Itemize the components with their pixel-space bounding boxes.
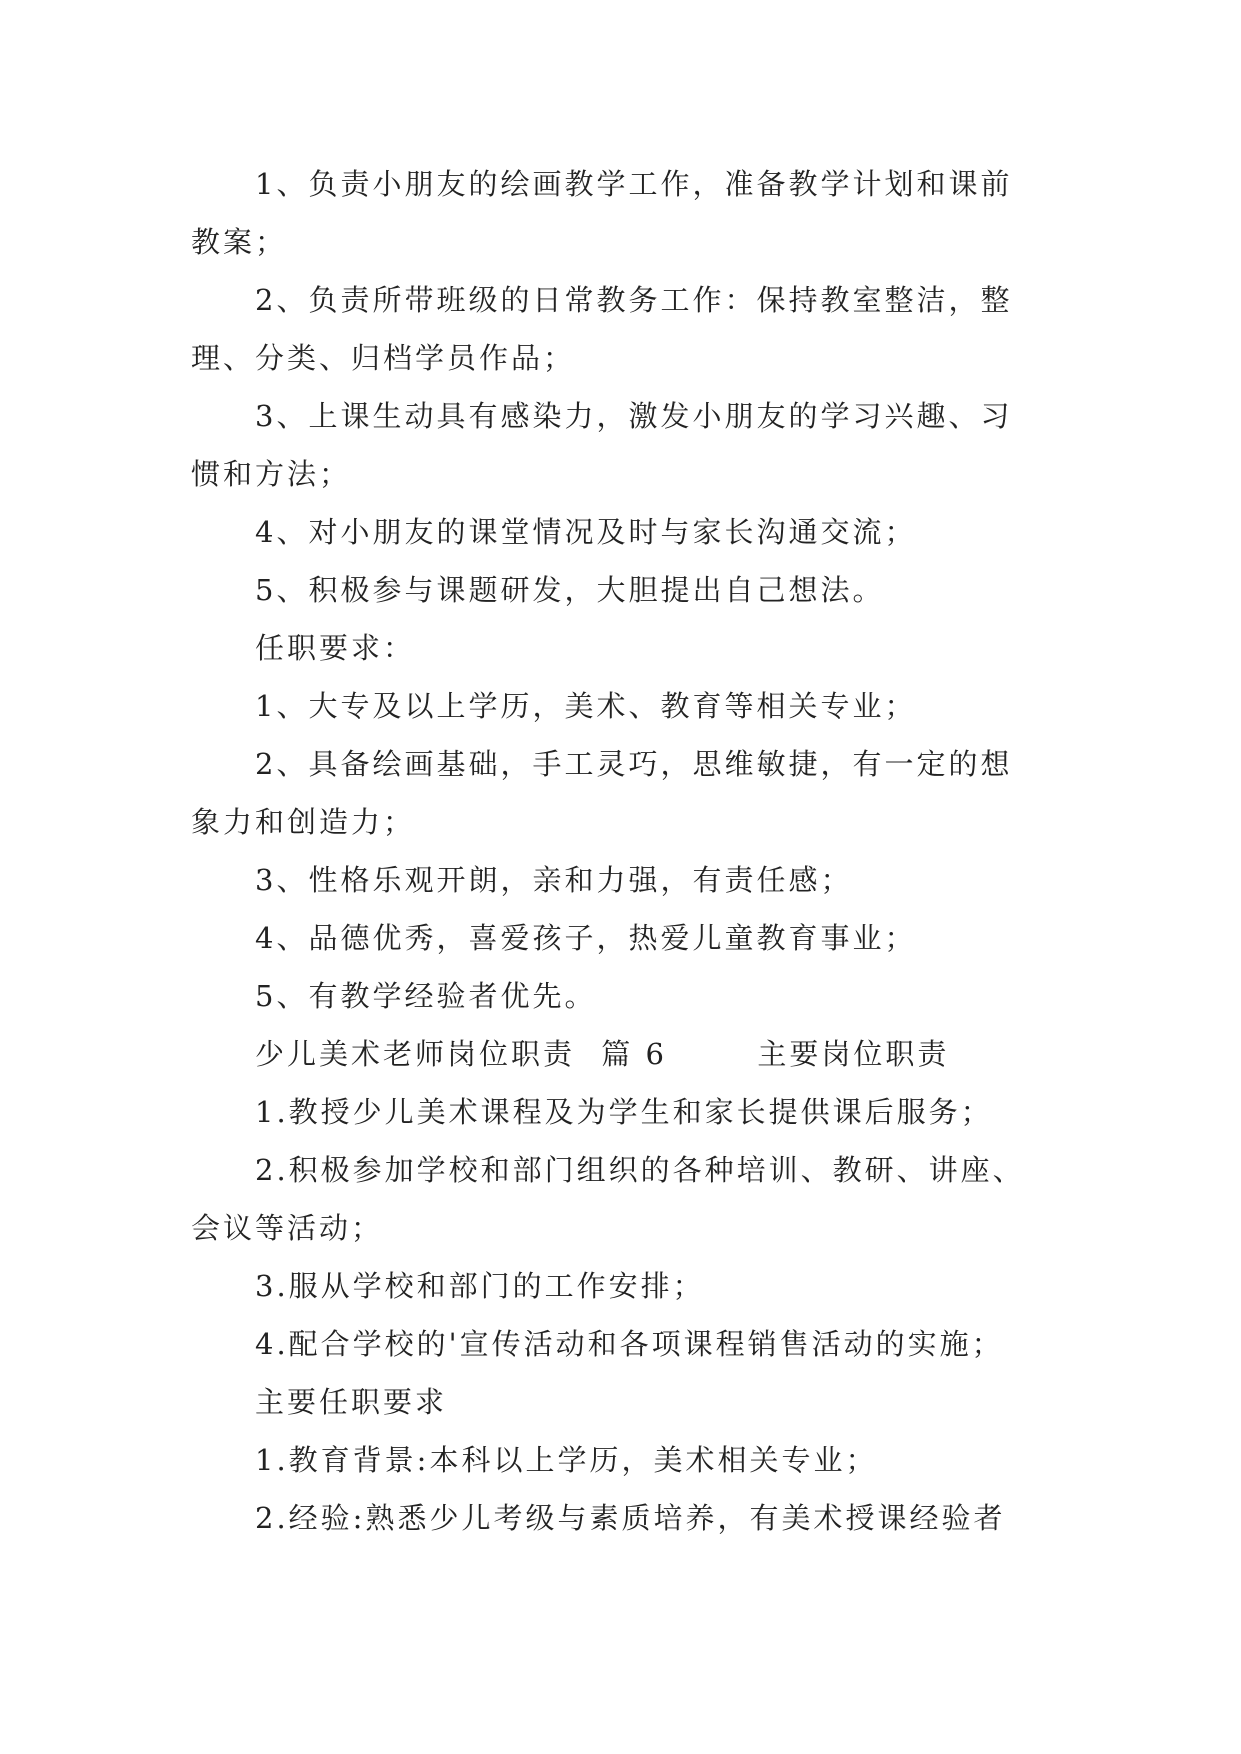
paragraph-line: 1.教授少儿美术课程及为学生和家长提供课后服务； [255, 1095, 993, 1129]
paragraph-line: 4、对小朋友的课堂情况及时与家长沟通交流； [255, 515, 917, 549]
paragraph-line: 1、大专及以上学历，美术、教育等相关专业； [255, 689, 917, 723]
paragraph-line: 5、积极参与课题研发，大胆提出自己想法。 [255, 573, 885, 607]
paragraph-line: 1、负责小朋友的绘画教学工作，准备教学计划和课前 [255, 167, 1013, 201]
paragraph-line: 2.积极参加学校和部门组织的各种培训、教研、讲座、 [255, 1153, 1025, 1187]
paragraph-line: 4、品德优秀，喜爱孩子，热爱儿童教育事业； [255, 921, 917, 955]
section-heading-title: 少儿美术老师岗位职责 [255, 1037, 576, 1071]
paragraph-line: 惯和方法； [191, 457, 352, 491]
paragraph-line: 理、分类、归档学员作品； [191, 341, 576, 375]
paragraph-line: 1.教育背景:本科以上学历，美术相关专业； [255, 1443, 878, 1477]
document-body [191, 155, 1071, 1547]
section-heading-part: 篇 6 [601, 1037, 667, 1071]
paragraph-line: 教案； [191, 225, 288, 259]
paragraph-line: 3、性格乐观开朗，亲和力强，有责任感； [255, 863, 853, 897]
paragraph-line: 会议等活动； [191, 1211, 384, 1245]
section-heading-subtitle: 主要岗位职责 [757, 1037, 950, 1071]
paragraph-line: 5、有教学经验者优先。 [255, 979, 597, 1013]
paragraph-line: 2.经验:熟悉少儿考级与素质培养，有美术授课经验者 [255, 1501, 1006, 1535]
paragraph-line: 2、具备绘画基础，手工灵巧，思维敏捷，有一定的想 [255, 747, 1013, 781]
paragraph-line: 4.配合学校的'宣传活动和各项课程销售活动的实施； [255, 1327, 1004, 1361]
section-label: 任职要求： [255, 631, 416, 665]
paragraph-line: 2、负责所带班级的日常教务工作：保持教室整洁，整 [255, 283, 1013, 317]
paragraph-line: 象力和创造力； [191, 805, 416, 839]
section-label: 主要任职要求 [255, 1385, 448, 1419]
paragraph-line: 3.服从学校和部门的工作安排； [255, 1269, 705, 1303]
section-heading [191, 1025, 1071, 1083]
paragraph-line: 3、上课生动具有感染力，激发小朋友的学习兴趣、习 [255, 399, 1013, 433]
